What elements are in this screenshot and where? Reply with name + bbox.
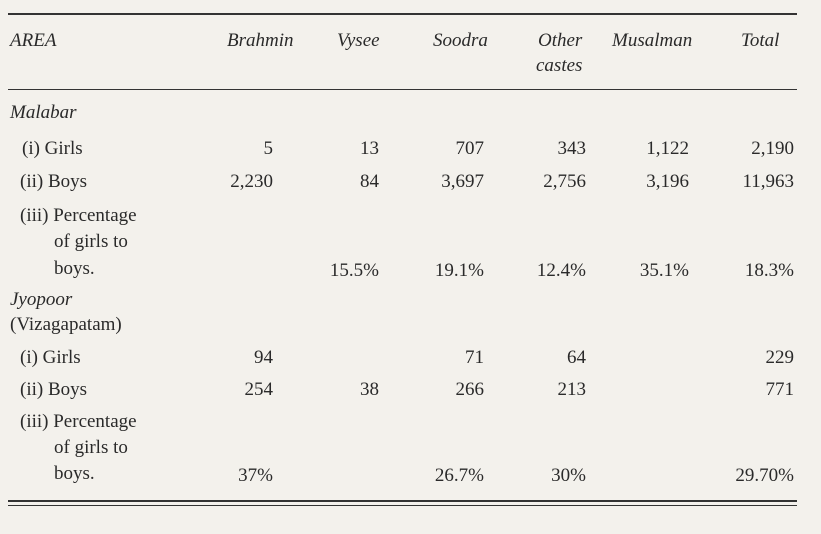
- section-title-malabar: Malabar: [10, 102, 77, 123]
- header-total: Total: [741, 30, 780, 51]
- row-label-line1: (iii) Percentage: [20, 205, 137, 226]
- cell-total: 2,190: [751, 138, 794, 159]
- bottom-rule: [8, 500, 797, 502]
- cell-soodra: 707: [455, 138, 484, 159]
- row-label: (ii) Boys: [20, 379, 88, 400]
- cell-total: 29.70%: [735, 465, 794, 486]
- row-label-line3: boys.: [54, 258, 95, 279]
- cell-soodra: 19.1%: [434, 260, 484, 281]
- header-other-line1: Other: [538, 30, 583, 51]
- cell-total: 18.3%: [744, 260, 794, 281]
- cell-vysee: 38: [360, 379, 379, 400]
- cell-vysee: 84: [360, 171, 379, 192]
- bottom-rule-thin: [8, 505, 797, 506]
- cell-total: 11,963: [742, 171, 794, 192]
- cell-musalman: 3,196: [646, 171, 689, 192]
- row-label: (i) Girls: [20, 347, 81, 368]
- cell-brahmin: 254: [244, 379, 273, 400]
- header-other-line2: castes: [536, 55, 583, 76]
- cell-brahmin: 94: [254, 347, 273, 368]
- row-label-line2: of girls to: [54, 231, 128, 252]
- cell-soodra: 26.7%: [434, 465, 484, 486]
- cell-total: 771: [765, 379, 794, 400]
- header-musalman: Musalman: [612, 30, 693, 51]
- row-label-line1: (iii) Percentage: [20, 411, 137, 432]
- header-area: AREA: [10, 30, 57, 51]
- cell-other: 30%: [551, 465, 586, 486]
- section-title-jyopoor: Jyopoor: [10, 289, 73, 310]
- cell-musalman: 35.1%: [639, 260, 689, 281]
- cell-musalman: 1,122: [646, 138, 689, 159]
- cell-other: 12.4%: [536, 260, 586, 281]
- cell-vysee: 13: [360, 138, 379, 159]
- cell-brahmin: 2,230: [230, 171, 273, 192]
- cell-soodra: 3,697: [441, 171, 484, 192]
- cell-soodra: 71: [465, 347, 484, 368]
- cell-brahmin: 37%: [238, 465, 273, 486]
- cell-brahmin: 5: [263, 138, 273, 159]
- row-label: (i) Girls: [22, 138, 83, 159]
- cell-soodra: 266: [455, 379, 484, 400]
- row-label: (ii) Boys: [20, 171, 88, 192]
- cell-other: 64: [567, 347, 586, 368]
- header-soodra: Soodra: [433, 30, 488, 51]
- cell-other: 2,756: [543, 171, 586, 192]
- header-vysee: Vysee: [337, 30, 380, 51]
- section-subtitle-vizagapatam: (Vizagapatam): [10, 314, 122, 335]
- cell-vysee: 15.5%: [329, 260, 379, 281]
- row-label-line2: of girls to: [54, 437, 128, 458]
- header-brahmin: Brahmin: [227, 30, 294, 51]
- cell-other: 343: [557, 138, 586, 159]
- top-rule: [8, 13, 797, 15]
- header-rule: [8, 89, 797, 90]
- cell-total: 229: [765, 347, 794, 368]
- row-label-line3: boys.: [54, 463, 95, 484]
- cell-other: 213: [557, 379, 586, 400]
